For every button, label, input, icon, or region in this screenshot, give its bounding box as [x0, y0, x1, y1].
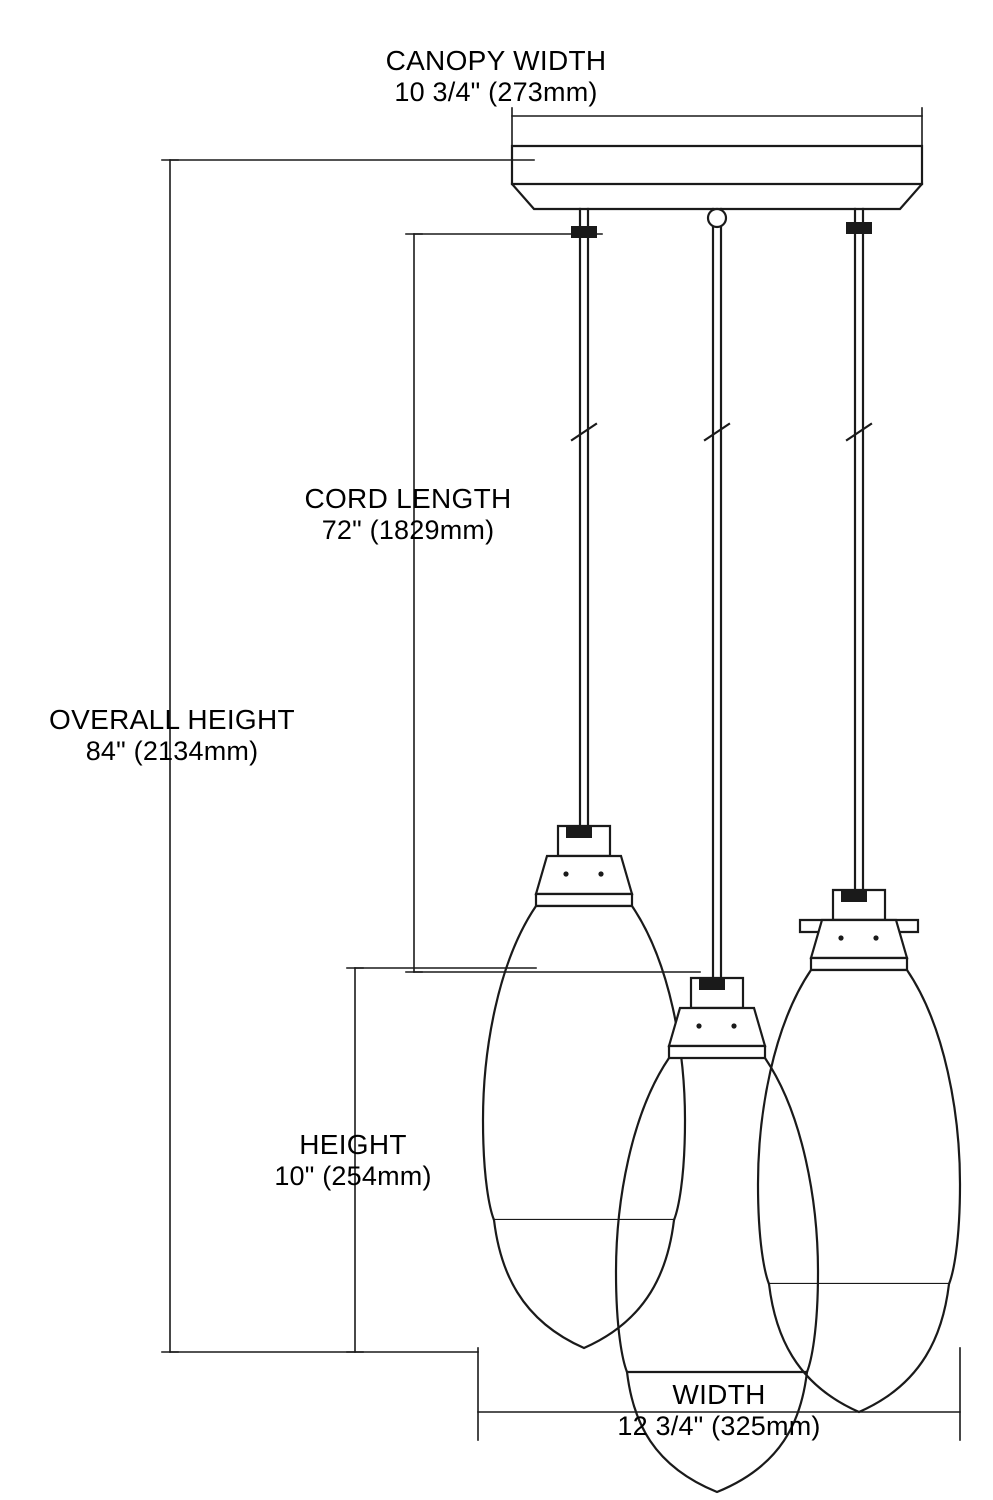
- pendant-left: [483, 826, 685, 1348]
- label-canopy-width-value: 10 3/4" (273mm): [394, 77, 598, 108]
- label-canopy-width: [386, 44, 607, 109]
- cord-right: [846, 209, 872, 900]
- label-width: [617, 1378, 820, 1443]
- pendant-right: [758, 890, 960, 1412]
- label-height-name: HEIGHT: [299, 1129, 407, 1160]
- label-width-name: WIDTH: [672, 1379, 766, 1410]
- cord-middle: [705, 209, 729, 986]
- canopy-shape: [512, 146, 922, 209]
- label-cord-length-value: 72" (1829mm): [321, 515, 495, 546]
- label-overall-height-name: OVERALL HEIGHT: [49, 704, 295, 735]
- label-cord-length-name: CORD LENGTH: [304, 483, 512, 514]
- label-overall-height-value: 84" (2134mm): [85, 736, 259, 767]
- label-canopy-width-name: CANOPY WIDTH: [385, 45, 607, 76]
- label-width-value: 12 3/4" (325mm): [617, 1411, 821, 1442]
- label-cord-length: [304, 482, 511, 547]
- cord-left: [571, 209, 597, 836]
- label-overall-height: [49, 703, 295, 768]
- label-height: [274, 1128, 431, 1193]
- label-height-value: 10" (254mm): [274, 1161, 432, 1192]
